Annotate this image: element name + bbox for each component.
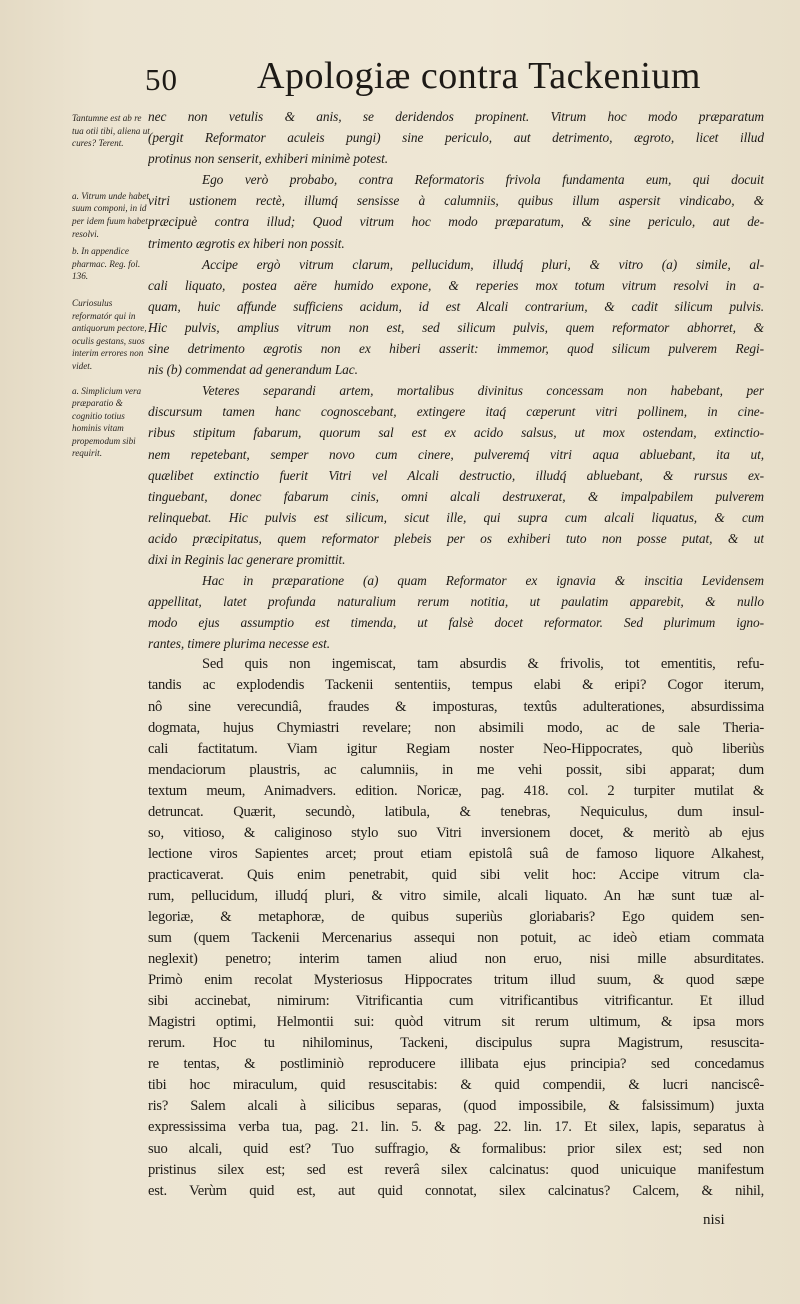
text-line: discursum tamen hanc cognoscebant, extingere itaq́ cæperunt vitri pollinem, in cine- [148, 404, 764, 420]
text-line: modo ejus assumptio est timenda, ut falsè docet reformator. Sed plurimum igno- [148, 615, 764, 631]
text-line: Primò enim recolat Mysteriosus Hippocrates tritum illud suum, & quod sæpe [148, 972, 764, 989]
text-line: Magistri optimi, Helmontii sui: quòd vitrum sit rerum ultimum, & ipsa mors [148, 1014, 764, 1031]
text-line: neglexit) penetro; interim tamen aliud non eruo, nisi mille absurditates. [148, 951, 764, 968]
text-line: sum (quem Tackenii Mercenarius assequi non potuit, ac ideò etiam commata [148, 930, 764, 947]
text-line: vitri ustionem rectè, illumq́ sensisse à calumniis, quibus illum aspersit vindicabo, & [148, 193, 764, 209]
text-line: Sed quis non ingemiscat, tam absurdis & frivolis, tot ementitis, refu- [202, 656, 764, 673]
text-line: cali liquato, postea aëre humido expone, & reperies mox totum vitrum resolvi in a- [148, 277, 764, 293]
text-line: rantes, timere plurima necesse est. [148, 636, 330, 652]
text-line: trimento ægrotis ex hiberi non possit. [148, 235, 345, 251]
text-line: nec non vetulis & anis, se deridendos propinent. Vitrum hoc modo præparatum [148, 109, 764, 124]
text-line: tinguebant, donec fabarum cinis, omni alcali destruxerat, & impalpabilem pulverem [148, 488, 764, 504]
text-line: legoriæ, & metaphoræ, de quibus superiùs gloriabaris? Ego quidem sen- [148, 909, 764, 925]
text-line: textum meum, Animadvers. edition. Noricæ, pag. 418. col. 2 turpiter mutilat & [148, 782, 764, 799]
text-line: nis (b) commendat ad generandum Lac. [148, 362, 358, 378]
text-line: est. Verùm quid est, aut quid connotat, silex calcinatus? Calcem, & nihil, [148, 1182, 764, 1199]
text-line: sine detrimento ægrotis non ex hiberi asserit: immemor, quod silicum pulverem Regi- [148, 341, 764, 357]
text-line: nem repetebant, semper novo cum cinere, pulveremq́ vitri aqua abluebant, ita ut, [148, 446, 764, 462]
text-line: dixi in Reginis lac generare promittit. [148, 551, 346, 567]
margin-note: a. Vitrum unde habet suum componi, in id per idem fuum habet resolvi. [72, 190, 149, 239]
margin-note: Tantumne est ab re tua otii tibi, aliena ut cures? Terent. [72, 113, 150, 149]
text-line: tandis ac explodendis Tackenii sententiis, tempus elabi & eripi? Cogor iterum, [148, 677, 764, 694]
text-line: quælibet extinctio fuerit Vitri vel Alcali destructio, illudq́ abluebant, & rursus ex- [148, 467, 764, 483]
text-line: præcipuè contra illud; Quod vitrum hoc modo præparatum, & sine periculo, aut de- [148, 214, 764, 230]
text-line: dogmata, hujus Chymiastri revelare; non absimili modo, ac de sale Theria- [148, 719, 764, 736]
text-line: tibi hoc miraculum, quid resuscitabis: & quid compendii, & lucri nanciscê- [148, 1077, 764, 1094]
marginal-notes [72, 112, 152, 465]
running-title: Apologiæ contra Tackenium [257, 55, 701, 97]
text-line: practicaverat. Quis enim penetrabit, quid sibi velit hoc: Accipe vitrum cla- [148, 866, 764, 883]
text-line: cali factitatum. Viam igitur Regiam noster Neo-Hippocrates, quò liberiùs [148, 740, 764, 757]
text-line: Ego verò probabo, contra Reformatoris frivola fundamenta eum, qui docuit [202, 172, 764, 188]
margin-note: Curiosulus reformatór qui in antiquorum pectore, oculis gestans, suos interim errores non videt. [72, 297, 147, 371]
text-line: (pergit Reformator aculeis pungi) sine periculo, aut detrimento, ægroto, licet illud [148, 130, 764, 146]
text-line: detruncat. Quærit, secundò, latibula, & tenebras, Nequiculus, dum insul- [148, 803, 764, 820]
text-line: mendaciorum plaustris, ac calumniis, in me vehi possit, sibi apparat; dum [148, 761, 764, 778]
text-line: Hic pulvis, amplius vitrum non est, sed silicum pulvis, quem reformator abhorret, & [148, 319, 764, 335]
text-line: protinus non senserit, exhiberi minimè potest. [148, 151, 389, 167]
text-line: ribus stipitum fabarum, quorum sal est ex acido salsus, ut mox ostendam, extinctio- [148, 425, 764, 441]
text-line: suo alcali, quid est? Tuo suffragio, & formalibus: prior silex est; sed non [148, 1140, 764, 1157]
text-line: lectione viros Sapientes arcet; prout etiam epistolâ suâ de famoso liquore Alkahest, [148, 845, 764, 862]
margin-note: a. Simplicium vera præparatio & cognitio totius hominis vitam propemodum sibi requirit. [72, 385, 142, 459]
text-line: so, vitioso, & caliginoso stylo suo Vitri inversionem docet, & meritò ab ejus [148, 824, 764, 841]
text-line: rerum. Hoc tu nihilominus, Tackeni, discipulus supra Magistrum, resuscita- [148, 1035, 764, 1052]
page-header [145, 48, 765, 98]
page-number: 50 [145, 62, 178, 97]
text-line: Veteres separandi artem, mortalibus divinitus concessam non habebant, per [202, 383, 764, 399]
text-line: re tentas, & postliminiò reproducere illibata ejus principia? sed concedamus [148, 1056, 764, 1073]
text-line: pristinus silex est; sed est reverâ silex calcinatus: quod unicuique manifestum [148, 1161, 764, 1178]
text-line: Accipe ergò vitrum clarum, pellucidum, illudq́ pluri, & vitro (a) simile, al- [202, 256, 764, 272]
catchword: nisi [703, 1212, 725, 1228]
text-line: sibi accinebat, nimirum: Vitrificantia cum vitrificantibus vitrificantur. Et illud [148, 993, 764, 1010]
main-text [148, 106, 764, 1202]
margin-note: b. In appendice pharmac. Reg. fol. 136. [72, 246, 141, 282]
text-line: appellitat, latet profunda naturalium rerum notitia, ut paulatim apparebit, & nullo [148, 594, 764, 610]
text-line: acido præcipitatus, quem reformator plebeis per os exhiberi tuto non posse putat, & ut [148, 530, 764, 546]
text-line: expressissima verba tua, pag. 21. lin. 5. & pag. 22. lin. 17. Et silex, lapis, separatus à [148, 1119, 764, 1136]
text-line: ris? Salem alcali à silicibus separas, (quod impossibile, & falsissimum) juxta [148, 1098, 764, 1115]
text-line: relinquebat. Hic pulvis est silicum, sicut ille, qui supra cum alcali liquatus, & cum [148, 509, 764, 525]
text-line: quam, huic affunde sufficiens acidum, id est Alcali contrarium, & cadit silicum pulvis. [148, 298, 764, 314]
text-line: nô sine verecundiâ, fraudes & imposturas, textûs adulterationes, absurdissima [148, 698, 764, 715]
text-line: Hac in præparatione (a) quam Reformator ex ignavia & inscitia Levidensem [202, 573, 764, 589]
text-line: rum, pellucidum, illudq́ pluri, & vitro simile, alcali liquato. An hæ sunt tuæ al- [148, 887, 764, 904]
